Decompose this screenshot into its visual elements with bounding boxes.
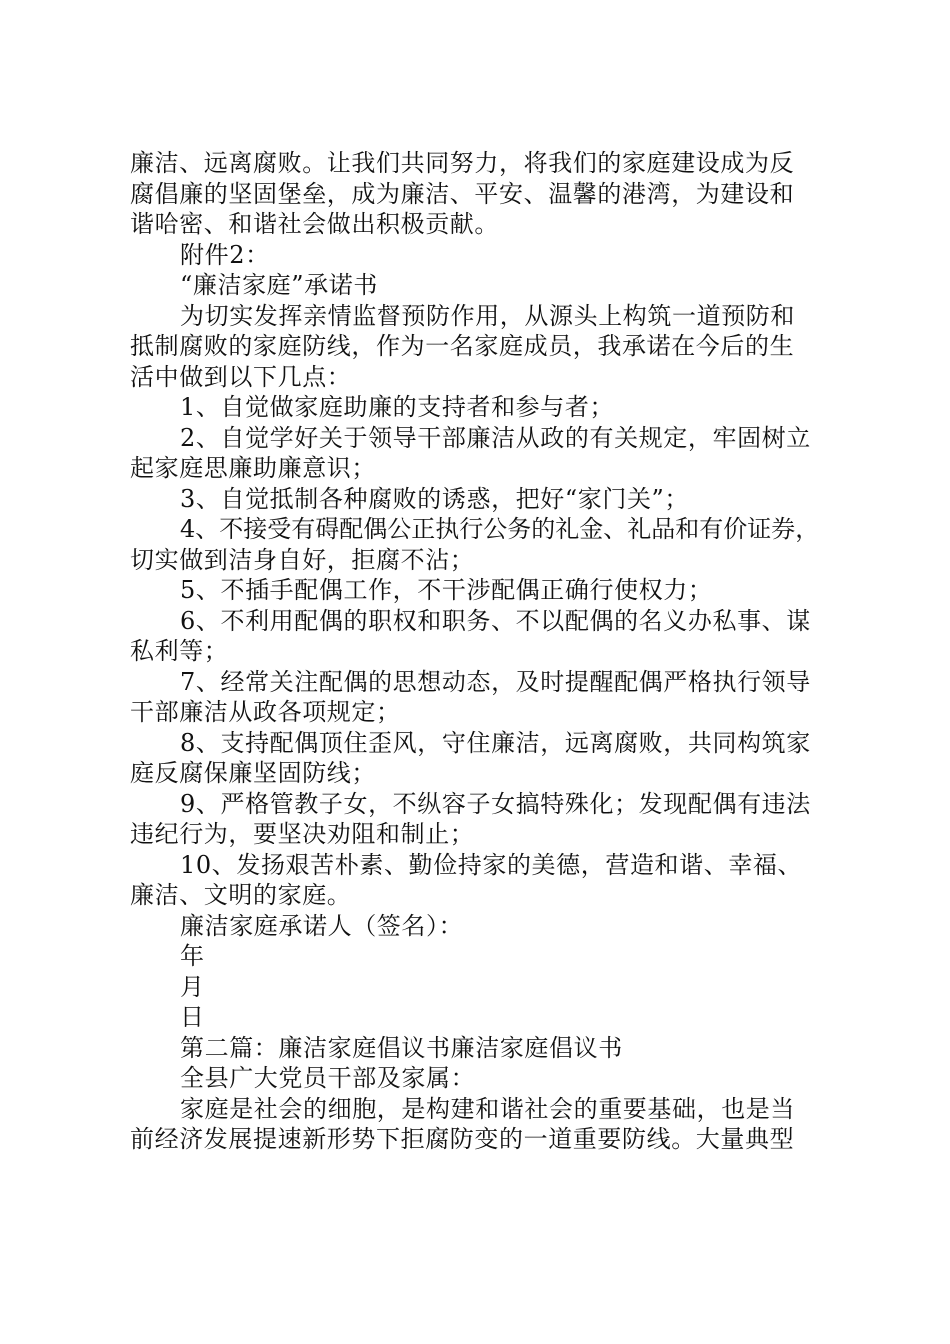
text-line: 抵制腐败的家庭防线，作为一名家庭成员，我承诺在今后的生 [130,332,795,360]
text-line: 谐哈密、和谐社会做出积极贡献。 [130,210,499,238]
text-line: 6、不利用配偶的职权和职务、不以配偶的名义办私事、谋 [180,606,811,635]
text-line: 起家庭思廉助廉意识； [130,454,376,482]
text-line: 5、不插手配偶工作，不干涉配偶正确行使权力； [180,576,713,604]
text-line: 前经济发展提速新形势下拒腐防变的一道重要防线。大量典型 [130,1125,795,1153]
text-line: 廉洁、文明的家庭。 [130,881,352,909]
list-item-7 [130,667,830,728]
text-line: 年 [180,942,205,970]
list-item-10 [130,850,830,911]
list-item-9 [130,789,830,850]
text-line: 日 [180,1003,205,1031]
text-line: 为切实发挥亲情监督预防作用，从源头上构筑一道预防和 [180,301,795,330]
text-line: 4、不接受有碍配偶公正执行公务的礼金、礼品和有价证券， [180,515,820,543]
attachment-label [130,240,830,271]
list-item-8 [130,728,830,789]
paragraph-body [130,1094,830,1155]
text-line: 廉洁家庭承诺人（签名）： [180,911,464,940]
date-day [130,1002,830,1033]
text-line: 干部廉洁从政各项规定； [130,698,401,726]
text-line: 廉洁、远离腐败。让我们共同努力，将我们的家庭建设成为反 [130,149,795,177]
signature-line [130,911,830,942]
text-line: 1、自觉做家庭助廉的支持者和参与者； [180,393,615,421]
list-item-4 [130,514,830,575]
text-line: “廉洁家庭”承诺书 [180,271,378,299]
list-item-3 [130,484,830,515]
list-item-6 [130,606,830,667]
list-item-2 [130,423,830,484]
text-line: 附件2： [180,240,270,269]
paragraph-0 [130,148,830,240]
document-page [130,148,830,1155]
chapter-heading [130,1033,830,1064]
text-line: 家庭是社会的细胞，是构建和谐社会的重要基础，也是当 [180,1094,795,1123]
text-line: 7、经常关注配偶的思想动态，及时提醒配偶严格执行领导 [180,667,811,696]
text-line: 全县广大党员干部及家属： [180,1064,476,1092]
text-line: 切实做到洁身自好，拒腐不沾； [130,545,475,574]
text-line: 10、发扬艰苦朴素、勤俭持家的美德，营造和谐、幸福、 [180,850,803,879]
text-line: 2、自觉学好关于领导干部廉洁从政的有关规定，牢固树立 [180,423,811,452]
text-line: 8、支持配偶顶住歪风，守住廉洁，远离腐败，共同构筑家 [180,728,811,757]
text-line: 第二篇：廉洁家庭倡议书廉洁家庭倡议书 [180,1033,623,1062]
list-item-1 [130,392,830,423]
paragraph-intro [130,301,830,393]
salutation [130,1063,830,1094]
text-line: 3、自觉抵制各种腐败的诱惑，把好“家门关”； [180,484,690,513]
section-title [130,270,830,301]
date-year [130,941,830,972]
text-line: 违纪行为，要坚决劝阻和制止； [130,820,475,848]
text-line: 月 [180,972,205,1001]
text-line: 庭反腐保廉坚固防线； [130,759,376,787]
list-item-5 [130,575,830,606]
date-month [130,972,830,1003]
text-line: 9、严格管教子女，不纵容子女搞特殊化；发现配偶有违法 [180,789,811,818]
text-line: 私利等； [130,637,229,665]
text-line: 腐倡廉的坚固堡垒，成为廉洁、平安、温馨的港湾，为建设和 [130,179,795,208]
text-line: 活中做到以下几点： [130,362,352,391]
